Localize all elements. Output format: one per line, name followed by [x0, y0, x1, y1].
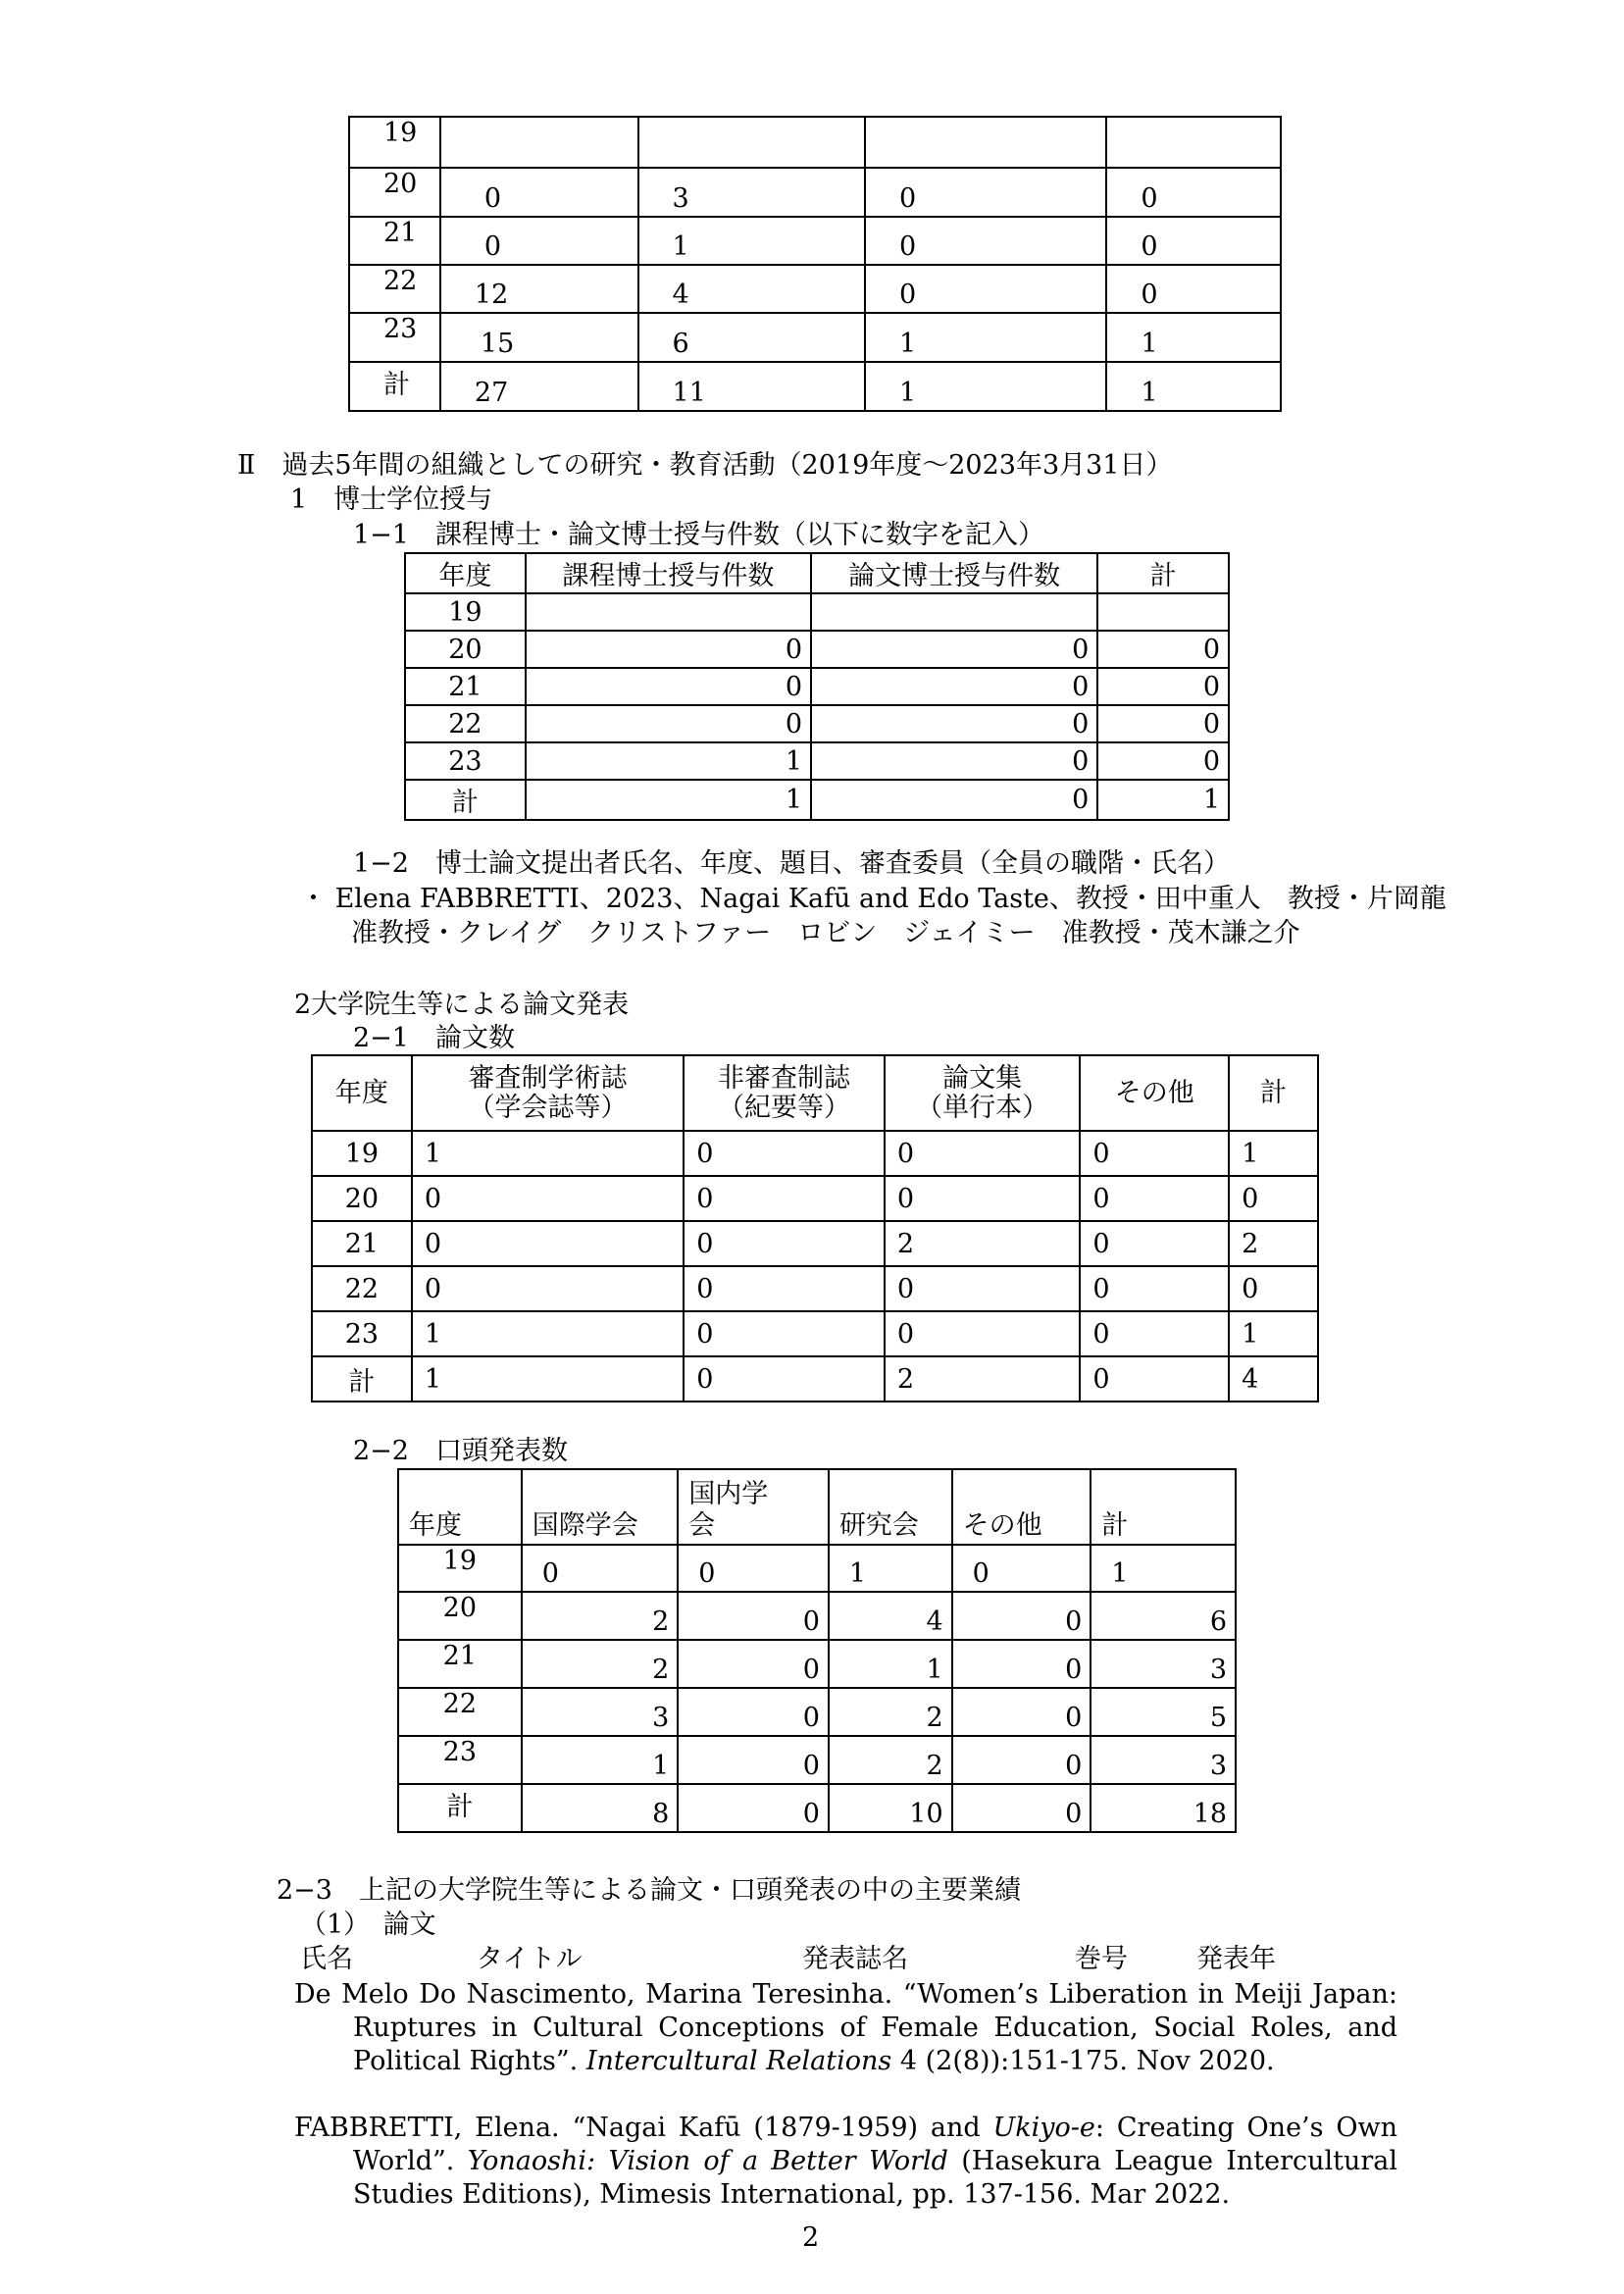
table-cell: 1 — [829, 1545, 952, 1592]
year-cell: 22 — [398, 1688, 522, 1736]
table-cell: 1 — [1091, 1545, 1236, 1592]
table-cell: 0 — [1106, 168, 1281, 217]
table-cell: 3 — [522, 1688, 679, 1736]
table-cell: 0 — [412, 1266, 684, 1311]
item-heading: （1） 論文 — [300, 1910, 436, 1940]
table-cell: 6 — [638, 313, 865, 362]
year-cell: 20 — [312, 1176, 412, 1221]
table-row — [398, 1640, 1236, 1688]
reference-entry: FABBRETTI, Elena. “Nagai Kafū (1879-1959) and Ukiyo-e: Creating One’s Own World”. Yonaoshi: Vision of a Better World (Hasekura League Intercultural Studies Editions), Mimesis International, pp. 137-156. Mar 2022. — [294, 2113, 1398, 2210]
table-cell: 1 — [1229, 1311, 1318, 1356]
table-row — [349, 313, 1281, 362]
table-cell: 2 — [1229, 1221, 1318, 1266]
table-cell: 2 — [829, 1688, 952, 1736]
table-cell — [526, 593, 811, 631]
table-cell: 0 — [1106, 265, 1281, 313]
year-cell: 23 — [405, 742, 526, 780]
table-cell: 11 — [638, 362, 865, 411]
col-label-journal: 発表誌名 — [802, 1944, 908, 1974]
table-header-row — [312, 1055, 1318, 1131]
year-cell: 22 — [312, 1266, 412, 1311]
table-cell: 0 — [952, 1640, 1091, 1688]
table-row — [312, 1311, 1318, 1356]
year-cell: 19 — [405, 593, 526, 631]
table-cell: 2 — [829, 1736, 952, 1784]
table-cell: 5 — [1091, 1688, 1236, 1736]
table-cell: 2 — [522, 1640, 679, 1688]
table-cell: 0 — [952, 1784, 1091, 1832]
table-cell: 3 — [1091, 1736, 1236, 1784]
table-cell: 0 — [522, 1545, 679, 1592]
page-number: 2 — [802, 2222, 820, 2253]
table-cell: 1 — [865, 362, 1106, 411]
header-cell: 論文博士授与件数 — [811, 553, 1097, 593]
table-cell: 0 — [1080, 1131, 1229, 1176]
table-row — [312, 1356, 1318, 1402]
header-cell: 年度 — [405, 553, 526, 593]
thesis-committee: 准教授・クレイグ クリストファー ロビン ジェイミー 准教授・茂木謙之介 — [351, 918, 1300, 948]
year-cell: 20 — [349, 168, 440, 217]
table-cell: 0 — [865, 265, 1106, 313]
table-row — [398, 1784, 1236, 1832]
year-cell: 21 — [398, 1640, 522, 1688]
table-cell: 0 — [885, 1131, 1081, 1176]
table-cell: 4 — [1229, 1356, 1318, 1402]
header-cell: 年度 — [398, 1469, 522, 1545]
table-cell: 0 — [952, 1545, 1091, 1592]
table-cell — [440, 117, 638, 168]
table-cell: 0 — [412, 1221, 684, 1266]
table-cell: 0 — [1229, 1266, 1318, 1311]
table-cell: 0 — [1097, 631, 1229, 668]
table-cell: 8 — [522, 1784, 679, 1832]
table-cell: 0 — [1080, 1266, 1229, 1311]
table-cell: 0 — [678, 1784, 829, 1832]
table-cell: 0 — [526, 668, 811, 705]
table-row — [398, 1688, 1236, 1736]
header-cell: 計 — [1229, 1055, 1318, 1131]
table-cell: 0 — [684, 1131, 885, 1176]
table-row — [405, 705, 1229, 742]
table-cell: 1 — [1106, 362, 1281, 411]
col-label-year: 発表年 — [1196, 1944, 1276, 1974]
table-row — [349, 117, 1281, 168]
table-cell: 27 — [440, 362, 638, 411]
subsection-heading: 2−2 口頭発表数 — [353, 1436, 568, 1466]
table-cell: 0 — [811, 742, 1097, 780]
table-cell: 0 — [678, 1545, 829, 1592]
table-row — [405, 593, 1229, 631]
table-cell: 0 — [952, 1688, 1091, 1736]
table-cell — [1106, 117, 1281, 168]
table-cell: 0 — [678, 1688, 829, 1736]
table-header-row — [398, 1469, 1236, 1545]
year-cell: 23 — [398, 1736, 522, 1784]
header-cell: 論文集 （単行本） — [885, 1055, 1081, 1131]
header-cell: 計 — [1091, 1469, 1236, 1545]
col-label-name: 氏名 — [300, 1944, 353, 1974]
table-row — [405, 668, 1229, 705]
table-row — [405, 780, 1229, 820]
year-cell: 20 — [405, 631, 526, 668]
table-cell: 6 — [1091, 1592, 1236, 1640]
header-cell: 審査制学術誌 （学会誌等） — [412, 1055, 684, 1131]
table-header-row — [405, 553, 1229, 593]
table-cell: 1 — [526, 742, 811, 780]
header-cell: 国際学会 — [522, 1469, 679, 1545]
table-cell — [1097, 593, 1229, 631]
table-cell: 0 — [885, 1311, 1081, 1356]
table-cell: 0 — [678, 1736, 829, 1784]
year-cell: 23 — [312, 1311, 412, 1356]
table-cell: 0 — [526, 705, 811, 742]
table-cell: 1 — [412, 1131, 684, 1176]
table-cell: 0 — [811, 668, 1097, 705]
year-cell: 計 — [405, 780, 526, 820]
table-cell: 0 — [865, 217, 1106, 265]
table-row — [312, 1176, 1318, 1221]
table-cell — [638, 117, 865, 168]
header-cell: その他 — [952, 1469, 1091, 1545]
section-heading: Ⅱ 過去5年間の組織としての研究・教育活動（2019年度～2023年3月31日） — [237, 450, 1173, 481]
table-cell: 0 — [952, 1736, 1091, 1784]
year-cell: 21 — [349, 217, 440, 265]
subsection-heading: 1 博士学位授与 — [290, 484, 493, 515]
table-row — [349, 265, 1281, 313]
table-cell: 0 — [885, 1176, 1081, 1221]
table-cell: 0 — [440, 168, 638, 217]
table-row — [398, 1736, 1236, 1784]
reference-entry: De Melo Do Nascimento, Marina Teresinha. “Women’s Liberation in Meiji Japan: Ruptures in Cultural Conceptions of Female Education, Social Roles, and Political Rights”. Intercultural Relations 4 (2(8)):151-175. Nov 2020. — [294, 1979, 1397, 2076]
table-cell: 0 — [412, 1176, 684, 1221]
table-cell: 12 — [440, 265, 638, 313]
year-cell: 23 — [349, 313, 440, 362]
table-cell: 0 — [811, 780, 1097, 820]
table-cell: 0 — [952, 1592, 1091, 1640]
table-cell: 3 — [1091, 1640, 1236, 1688]
table-cell: 0 — [1097, 705, 1229, 742]
year-cell: 19 — [312, 1131, 412, 1176]
table-row — [349, 362, 1281, 411]
table-row — [349, 217, 1281, 265]
table-cell: 4 — [829, 1592, 952, 1640]
table-cell: 3 — [638, 168, 865, 217]
table-cell: 1 — [638, 217, 865, 265]
year-cell: 19 — [349, 117, 440, 168]
header-cell: その他 — [1080, 1055, 1229, 1131]
table-row — [312, 1266, 1318, 1311]
table-cell: 0 — [865, 168, 1106, 217]
table-cell: 0 — [1080, 1221, 1229, 1266]
year-cell: 21 — [405, 668, 526, 705]
year-cell: 計 — [398, 1784, 522, 1832]
year-cell: 計 — [312, 1356, 412, 1402]
table-cell: 1 — [526, 780, 811, 820]
table-cell: 0 — [684, 1221, 885, 1266]
table-cell: 0 — [684, 1176, 885, 1221]
header-cell: 国内学 会 — [678, 1469, 829, 1545]
year-cell: 22 — [405, 705, 526, 742]
table-cell: 0 — [811, 705, 1097, 742]
table-cell: 1 — [865, 313, 1106, 362]
table-cell: 0 — [678, 1592, 829, 1640]
table-cell: 0 — [1106, 217, 1281, 265]
table-cell: 0 — [684, 1266, 885, 1311]
table-cell: 2 — [885, 1221, 1081, 1266]
table-cell: 10 — [829, 1784, 952, 1832]
header-cell: 計 — [1097, 553, 1229, 593]
table-cell: 1 — [1106, 313, 1281, 362]
table-cell — [865, 117, 1106, 168]
table-cell: 0 — [440, 217, 638, 265]
year-cell: 19 — [398, 1545, 522, 1592]
header-cell: 研究会 — [829, 1469, 952, 1545]
subsection-heading: 1−2 博士論文提出者氏名、年度、題目、審査委員（全員の職階・氏名） — [353, 848, 1230, 879]
table-cell: 15 — [440, 313, 638, 362]
continued-table — [348, 116, 1282, 412]
table-row — [398, 1545, 1236, 1592]
table-row — [398, 1592, 1236, 1640]
subsection-heading: 1−1 課程博士・論文博士授与件数（以下に数字を記入） — [353, 520, 1044, 550]
table-cell: 2 — [885, 1356, 1081, 1402]
papers-table — [311, 1054, 1319, 1402]
year-cell: 22 — [349, 265, 440, 313]
header-cell: 非審査制誌 （紀要等） — [684, 1055, 885, 1131]
table-row — [405, 631, 1229, 668]
table-cell: 0 — [684, 1311, 885, 1356]
table-cell: 1 — [1229, 1131, 1318, 1176]
table-cell: 1 — [522, 1736, 679, 1784]
table-cell: 0 — [1080, 1176, 1229, 1221]
table-cell: 0 — [1097, 668, 1229, 705]
table-cell: 2 — [522, 1592, 679, 1640]
table-cell: 0 — [1097, 742, 1229, 780]
table-cell: 0 — [526, 631, 811, 668]
subsection-heading: 2−3 上記の大学院生等による論文・口頭発表の中の主要業績 — [277, 1875, 1021, 1906]
table-cell: 18 — [1091, 1784, 1236, 1832]
subsection-heading: 2−1 論文数 — [353, 1023, 515, 1053]
year-cell: 20 — [398, 1592, 522, 1640]
table-cell: 1 — [412, 1356, 684, 1402]
col-label-title: タイトル — [477, 1944, 583, 1974]
table-cell: 0 — [1080, 1356, 1229, 1402]
thesis-entry: ・ Elena FABBRETTI、2023、Nagai Kafū and Edo Taste、教授・田中重人 教授・片岡龍 — [300, 884, 1446, 914]
doctorate-table — [404, 552, 1230, 821]
table-cell: 1 — [412, 1311, 684, 1356]
year-cell: 計 — [349, 362, 440, 411]
table-cell: 1 — [1097, 780, 1229, 820]
table-cell: 0 — [811, 631, 1097, 668]
table-row — [349, 168, 1281, 217]
table-cell: 4 — [638, 265, 865, 313]
table-cell: 0 — [1229, 1176, 1318, 1221]
table-row — [312, 1131, 1318, 1176]
header-cell: 課程博士授与件数 — [526, 553, 811, 593]
table-row — [405, 742, 1229, 780]
table-cell: 1 — [829, 1640, 952, 1688]
table-cell — [811, 593, 1097, 631]
header-cell: 年度 — [312, 1055, 412, 1131]
year-cell: 21 — [312, 1221, 412, 1266]
subsection-heading: 2大学院生等による論文発表 — [294, 990, 630, 1020]
table-cell: 0 — [1080, 1311, 1229, 1356]
table-cell: 0 — [678, 1640, 829, 1688]
col-label-volume: 巻号 — [1075, 1944, 1128, 1974]
table-cell: 0 — [885, 1266, 1081, 1311]
table-cell: 0 — [684, 1356, 885, 1402]
table-row — [312, 1221, 1318, 1266]
presentations-table — [397, 1468, 1237, 1833]
